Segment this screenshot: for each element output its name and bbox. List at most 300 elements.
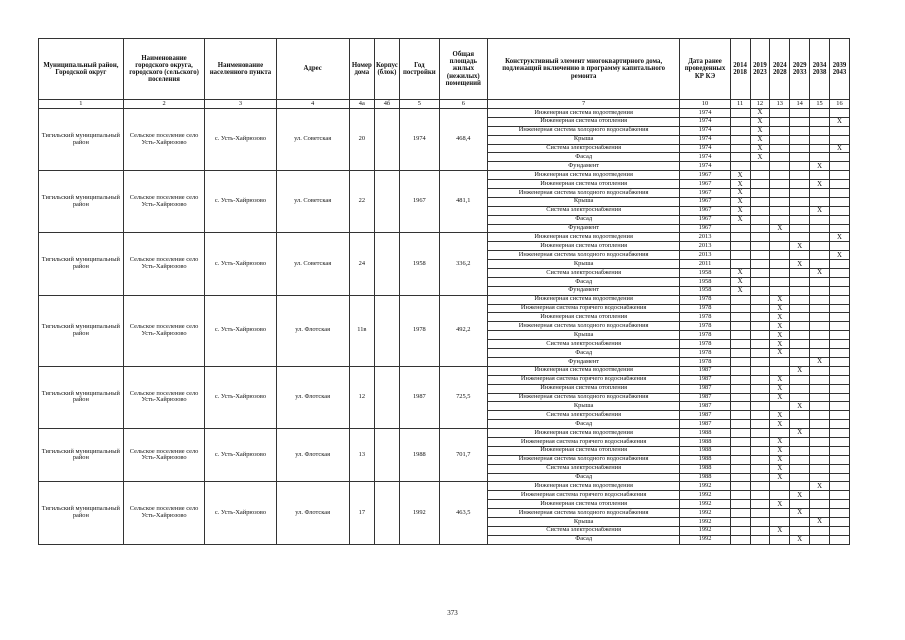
period-mark-cell [830, 375, 850, 384]
prev-repair-date-cell: 1987 [680, 375, 730, 384]
period-mark-cell [750, 224, 770, 233]
header-locality: Наименование населенного пункта [205, 39, 276, 100]
period-mark-cell [770, 135, 790, 144]
period-mark-cell [790, 526, 810, 535]
column-number: 1 [39, 100, 124, 109]
period-mark-cell [830, 304, 850, 313]
district-cell: Тигильский муниципальный район [39, 109, 124, 171]
period-mark-cell [750, 375, 770, 384]
period-mark-cell [810, 437, 830, 446]
period-mark-cell [750, 189, 770, 198]
header-element: Конструктивный элемент многоквартирного дома, подлежащий включению в программу капитального ремонта [487, 39, 680, 100]
period-mark-cell: X [830, 117, 850, 126]
period-mark-cell [830, 446, 850, 455]
table-row [39, 482, 850, 491]
column-number: 2 [123, 100, 205, 109]
period-mark-cell [770, 366, 790, 375]
period-mark-cell [810, 233, 830, 242]
period-mark-cell [830, 482, 850, 491]
prev-repair-date-cell: 1978 [680, 331, 730, 340]
period-mark-cell [750, 180, 770, 189]
period-mark-cell [730, 295, 750, 304]
period-mark-cell [750, 366, 770, 375]
period-mark-cell [830, 464, 850, 473]
period-mark-cell [830, 135, 850, 144]
element-name-cell: Крыша [487, 135, 680, 144]
block-cell [374, 429, 399, 482]
period-mark-cell [830, 260, 850, 269]
period-mark-cell [790, 464, 810, 473]
period-mark-cell [750, 491, 770, 500]
prev-repair-date-cell: 1978 [680, 313, 730, 322]
column-number: 10 [680, 100, 730, 109]
element-name-cell: Инженерная система водоотведения [487, 366, 680, 375]
period-mark-cell [730, 162, 750, 171]
header-district: Муниципальный район, Городской округ [39, 39, 124, 100]
period-mark-cell: X [790, 242, 810, 251]
prev-repair-date-cell: 1992 [680, 526, 730, 535]
element-name-cell: Инженерная система отопления [487, 117, 680, 126]
period-mark-cell [810, 277, 830, 286]
header-address: Адрес [276, 39, 349, 100]
period-mark-cell: X [790, 402, 810, 411]
period-mark-cell: X [750, 126, 770, 135]
period-mark-cell [810, 260, 830, 269]
period-mark-cell [790, 517, 810, 526]
period-mark-cell [830, 473, 850, 482]
period-mark-cell [810, 171, 830, 180]
element-name-cell: Крыша [487, 331, 680, 340]
area-cell: 701,7 [439, 429, 487, 482]
prev-repair-date-cell: 1992 [680, 517, 730, 526]
period-mark-cell [830, 295, 850, 304]
period-mark-cell [750, 393, 770, 402]
element-name-cell: Фасад [487, 349, 680, 358]
period-mark-cell: X [770, 224, 790, 233]
block-cell [374, 171, 399, 233]
element-name-cell: Инженерная система холодного водоснабжения [487, 322, 680, 331]
table-row [39, 109, 850, 118]
element-name-cell: Крыша [487, 197, 680, 206]
period-mark-cell [810, 224, 830, 233]
element-name-cell: Система электроснабжения [487, 411, 680, 420]
period-mark-cell [750, 349, 770, 358]
period-mark-cell [730, 473, 750, 482]
period-mark-cell: X [750, 144, 770, 153]
period-mark-cell [790, 357, 810, 366]
element-name-cell: Инженерная система холодного водоснабжения [487, 509, 680, 518]
header-period-2024: 2024 2028 [770, 39, 790, 100]
period-mark-cell [810, 535, 830, 544]
period-mark-cell [810, 384, 830, 393]
period-mark-cell [830, 366, 850, 375]
period-mark-cell [770, 189, 790, 198]
period-mark-cell [810, 455, 830, 464]
element-name-cell: Фасад [487, 153, 680, 162]
period-mark-cell: X [770, 304, 790, 313]
prev-repair-date-cell: 1974 [680, 135, 730, 144]
period-mark-cell: X [830, 144, 850, 153]
period-mark-cell [810, 117, 830, 126]
period-mark-cell [810, 304, 830, 313]
period-mark-cell [730, 517, 750, 526]
period-mark-cell [810, 135, 830, 144]
period-mark-cell [770, 491, 790, 500]
period-mark-cell [730, 331, 750, 340]
period-mark-cell [830, 526, 850, 535]
period-mark-cell [810, 215, 830, 224]
prev-repair-date-cell: 1988 [680, 437, 730, 446]
column-number: 4б [374, 100, 399, 109]
period-mark-cell: X [770, 464, 790, 473]
header-block: Корпус (блок) [374, 39, 399, 100]
element-name-cell: Инженерная система отопления [487, 384, 680, 393]
period-mark-cell [730, 446, 750, 455]
period-mark-cell [790, 313, 810, 322]
period-mark-cell: X [790, 429, 810, 438]
period-mark-cell [750, 357, 770, 366]
period-mark-cell [750, 420, 770, 429]
period-mark-cell [810, 420, 830, 429]
period-mark-cell [830, 535, 850, 544]
locality-cell: с. Усть-Хайрюзово [205, 109, 276, 171]
period-mark-cell [730, 526, 750, 535]
prev-repair-date-cell: 1974 [680, 144, 730, 153]
period-mark-cell [790, 393, 810, 402]
period-mark-cell: X [730, 286, 750, 295]
build-year-cell: 1987 [399, 366, 439, 428]
prev-repair-date-cell: 1978 [680, 322, 730, 331]
period-mark-cell [730, 251, 750, 260]
element-name-cell: Фундамент [487, 357, 680, 366]
period-mark-cell [750, 517, 770, 526]
period-mark-cell [830, 242, 850, 251]
period-mark-cell [750, 455, 770, 464]
period-mark-cell [790, 384, 810, 393]
period-mark-cell [730, 144, 750, 153]
period-mark-cell [830, 357, 850, 366]
period-mark-cell [750, 277, 770, 286]
period-mark-cell [750, 260, 770, 269]
period-mark-cell [750, 446, 770, 455]
period-mark-cell [810, 286, 830, 295]
period-mark-cell [750, 500, 770, 509]
period-mark-cell [810, 295, 830, 304]
header-settlement: Наименование городского округа, городского (сельского) поселения [123, 39, 205, 100]
period-mark-cell [790, 446, 810, 455]
period-mark-cell: X [770, 349, 790, 358]
period-mark-cell: X [830, 251, 850, 260]
period-mark-cell [750, 162, 770, 171]
prev-repair-date-cell: 1967 [680, 171, 730, 180]
element-name-cell: Инженерная система отопления [487, 313, 680, 322]
period-mark-cell [730, 224, 750, 233]
period-mark-cell: X [810, 269, 830, 278]
block-cell [374, 295, 399, 366]
element-name-cell: Крыша [487, 260, 680, 269]
element-name-cell: Инженерная система горячего водоснабжения [487, 304, 680, 313]
period-mark-cell [730, 242, 750, 251]
area-cell: 468,4 [439, 109, 487, 171]
element-name-cell: Система электроснабжения [487, 526, 680, 535]
period-mark-cell [730, 393, 750, 402]
house-number-cell: 17 [349, 482, 374, 544]
column-number: 13 [770, 100, 790, 109]
period-mark-cell [770, 429, 790, 438]
period-mark-cell [770, 482, 790, 491]
table-row [39, 233, 850, 242]
period-mark-cell [730, 411, 750, 420]
period-mark-cell [770, 269, 790, 278]
district-cell: Тигильский муниципальный район [39, 366, 124, 428]
prev-repair-date-cell: 1958 [680, 269, 730, 278]
period-mark-cell [790, 117, 810, 126]
period-mark-cell: X [730, 171, 750, 180]
period-mark-cell: X [770, 384, 790, 393]
prev-repair-date-cell: 1992 [680, 482, 730, 491]
house-number-cell: 20 [349, 109, 374, 171]
period-mark-cell: X [810, 180, 830, 189]
period-mark-cell: X [770, 313, 790, 322]
period-mark-cell: X [810, 517, 830, 526]
element-name-cell: Инженерная система отопления [487, 180, 680, 189]
prev-repair-date-cell: 1978 [680, 340, 730, 349]
period-mark-cell [750, 313, 770, 322]
period-mark-cell [770, 162, 790, 171]
build-year-cell: 1967 [399, 171, 439, 233]
page-number: 373 [447, 609, 458, 617]
element-name-cell: Инженерная система водоотведения [487, 295, 680, 304]
period-mark-cell [750, 482, 770, 491]
period-mark-cell [750, 411, 770, 420]
period-mark-cell: X [770, 375, 790, 384]
settlement-cell: Сельское поселение село Усть-Хайрюзово [123, 429, 205, 482]
period-mark-cell [830, 269, 850, 278]
period-mark-cell [830, 411, 850, 420]
build-year-cell: 1958 [399, 233, 439, 295]
period-mark-cell [830, 340, 850, 349]
period-mark-cell: X [790, 260, 810, 269]
period-mark-cell: X [730, 269, 750, 278]
period-mark-cell [790, 340, 810, 349]
period-mark-cell [830, 109, 850, 118]
period-mark-cell: X [730, 277, 750, 286]
column-number: 4 [276, 100, 349, 109]
period-mark-cell [730, 126, 750, 135]
period-mark-cell [830, 286, 850, 295]
period-mark-cell [750, 295, 770, 304]
period-mark-cell [810, 349, 830, 358]
period-mark-cell: X [770, 446, 790, 455]
period-mark-cell [810, 411, 830, 420]
locality-cell: с. Усть-Хайрюзово [205, 171, 276, 233]
table-row [39, 171, 850, 180]
house-number-cell: 22 [349, 171, 374, 233]
settlement-cell: Сельское поселение село Усть-Хайрюзово [123, 482, 205, 544]
prev-repair-date-cell: 1987 [680, 384, 730, 393]
period-mark-cell: X [770, 295, 790, 304]
period-mark-cell [830, 517, 850, 526]
period-mark-cell [830, 349, 850, 358]
element-name-cell: Инженерная система горячего водоснабжения [487, 491, 680, 500]
column-number: 11 [730, 100, 750, 109]
period-mark-cell [730, 402, 750, 411]
period-mark-cell [790, 109, 810, 118]
element-name-cell: Инженерная система холодного водоснабжения [487, 251, 680, 260]
period-mark-cell [830, 180, 850, 189]
period-mark-cell: X [770, 526, 790, 535]
header-period-2034: 2034 2038 [810, 39, 830, 100]
element-name-cell: Инженерная система горячего водоснабжения [487, 375, 680, 384]
period-mark-cell [790, 455, 810, 464]
prev-repair-date-cell: 1967 [680, 224, 730, 233]
period-mark-cell: X [750, 135, 770, 144]
area-cell: 492,2 [439, 295, 487, 366]
period-mark-cell [790, 126, 810, 135]
period-mark-cell [730, 464, 750, 473]
element-name-cell: Система электроснабжения [487, 206, 680, 215]
element-name-cell: Инженерная система водоотведения [487, 109, 680, 118]
house-number-cell: 12 [349, 366, 374, 428]
period-mark-cell [770, 286, 790, 295]
column-number: 12 [750, 100, 770, 109]
period-mark-cell: X [790, 509, 810, 518]
period-mark-cell [790, 349, 810, 358]
period-mark-cell: X [810, 206, 830, 215]
period-mark-cell [790, 277, 810, 286]
element-name-cell: Фундамент [487, 286, 680, 295]
period-mark-cell [810, 251, 830, 260]
header-period-2014: 2014 2018 [730, 39, 750, 100]
period-mark-cell: X [750, 117, 770, 126]
period-mark-cell [750, 171, 770, 180]
period-mark-cell [790, 171, 810, 180]
header-build-year: Год постройки [399, 39, 439, 100]
period-mark-cell: X [750, 153, 770, 162]
period-mark-cell [790, 135, 810, 144]
period-mark-cell [790, 215, 810, 224]
period-mark-cell [790, 189, 810, 198]
prev-repair-date-cell: 1974 [680, 162, 730, 171]
period-mark-cell: X [750, 109, 770, 118]
period-mark-cell [750, 331, 770, 340]
prev-repair-date-cell: 1988 [680, 446, 730, 455]
period-mark-cell [730, 233, 750, 242]
block-cell [374, 109, 399, 171]
prev-repair-date-cell: 2013 [680, 242, 730, 251]
period-mark-cell: X [730, 180, 750, 189]
prev-repair-date-cell: 1967 [680, 197, 730, 206]
period-mark-cell [810, 464, 830, 473]
element-name-cell: Крыша [487, 402, 680, 411]
column-number: 3 [205, 100, 276, 109]
prev-repair-date-cell: 2011 [680, 260, 730, 269]
period-mark-cell [810, 126, 830, 135]
locality-cell: с. Усть-Хайрюзово [205, 295, 276, 366]
prev-repair-date-cell: 1958 [680, 286, 730, 295]
period-mark-cell [830, 162, 850, 171]
column-number: 7 [487, 100, 680, 109]
locality-cell: с. Усть-Хайрюзово [205, 366, 276, 428]
period-mark-cell [830, 393, 850, 402]
period-mark-cell [810, 366, 830, 375]
period-mark-cell [750, 286, 770, 295]
prev-repair-date-cell: 1978 [680, 349, 730, 358]
capital-repair-table [38, 38, 850, 545]
period-mark-cell [770, 251, 790, 260]
address-cell: ул. Советская [276, 109, 349, 171]
district-cell: Тигильский муниципальный район [39, 233, 124, 295]
locality-cell: с. Усть-Хайрюзово [205, 482, 276, 544]
element-name-cell: Инженерная система отопления [487, 500, 680, 509]
period-mark-cell [790, 295, 810, 304]
period-mark-cell: X [770, 340, 790, 349]
period-mark-cell [730, 535, 750, 544]
column-number: 5 [399, 100, 439, 109]
prev-repair-date-cell: 1967 [680, 206, 730, 215]
period-mark-cell [750, 473, 770, 482]
build-year-cell: 1988 [399, 429, 439, 482]
table-row [39, 366, 850, 375]
area-cell: 336,2 [439, 233, 487, 295]
header-prev-repair-date: Дата ранее проведенных КР КЭ [680, 39, 730, 100]
period-mark-cell: X [770, 437, 790, 446]
period-mark-cell [790, 224, 810, 233]
period-mark-cell [810, 491, 830, 500]
period-mark-cell [830, 277, 850, 286]
period-mark-cell [790, 162, 810, 171]
period-mark-cell [810, 340, 830, 349]
period-mark-cell [750, 304, 770, 313]
period-mark-cell [830, 331, 850, 340]
period-mark-cell [730, 109, 750, 118]
period-mark-cell: X [770, 420, 790, 429]
period-mark-cell [770, 277, 790, 286]
period-mark-cell [730, 304, 750, 313]
period-mark-cell: X [790, 535, 810, 544]
element-name-cell: Фасад [487, 215, 680, 224]
prev-repair-date-cell: 1978 [680, 357, 730, 366]
period-mark-cell [790, 420, 810, 429]
period-mark-cell [830, 206, 850, 215]
period-mark-cell [810, 331, 830, 340]
period-mark-cell [770, 402, 790, 411]
period-mark-cell: X [770, 393, 790, 402]
column-number: 16 [830, 100, 850, 109]
prev-repair-date-cell: 1992 [680, 500, 730, 509]
period-mark-cell [810, 473, 830, 482]
column-number: 6 [439, 100, 487, 109]
period-mark-cell: X [770, 411, 790, 420]
period-mark-cell [830, 429, 850, 438]
period-mark-cell [770, 517, 790, 526]
period-mark-cell [830, 215, 850, 224]
period-mark-cell [750, 340, 770, 349]
period-mark-cell [790, 482, 810, 491]
period-mark-cell [830, 322, 850, 331]
period-mark-cell [730, 117, 750, 126]
period-mark-cell [830, 313, 850, 322]
period-mark-cell [810, 375, 830, 384]
period-mark-cell [730, 509, 750, 518]
settlement-cell: Сельское поселение село Усть-Хайрюзово [123, 109, 205, 171]
header-area: Общая площадь жилых (нежилых) помещений [439, 39, 487, 100]
period-mark-cell [810, 500, 830, 509]
period-mark-cell [750, 429, 770, 438]
prev-repair-date-cell: 1974 [680, 153, 730, 162]
period-mark-cell: X [770, 500, 790, 509]
period-mark-cell [770, 109, 790, 118]
